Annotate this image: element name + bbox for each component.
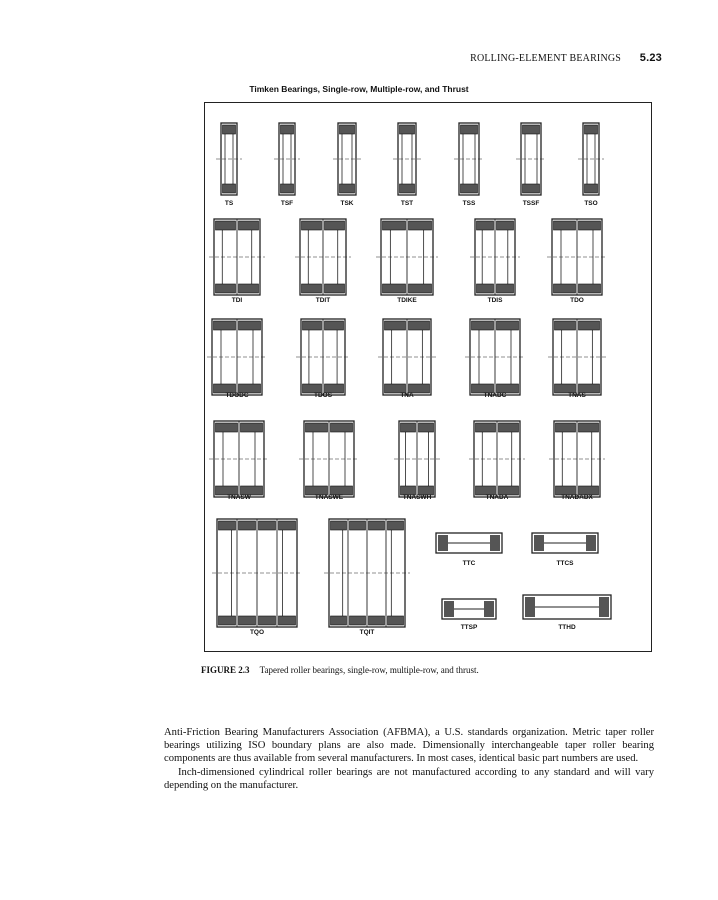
bearing-label: TNADADX (561, 494, 593, 501)
bearing-drawing (209, 421, 269, 497)
bearing-drawing (393, 123, 421, 195)
bearing-drawing (207, 319, 267, 395)
running-head (470, 52, 662, 64)
bearing-label: TNASWE (314, 494, 344, 501)
bearing-drawing (516, 123, 546, 195)
bearing-drawing (299, 421, 359, 497)
bearing-label: TSO (584, 200, 598, 207)
bearing-drawing (295, 219, 351, 295)
bearing-label: TST (400, 200, 414, 207)
bearing-label: TSS (462, 200, 476, 207)
figure-caption (201, 665, 479, 675)
bearing-drawing (454, 123, 484, 195)
figure-frame (204, 102, 652, 652)
bearing-label: TDIS (487, 297, 503, 304)
figure-caption-text: Tapered roller bearings, single-row, multiple-row, and thrust. (259, 665, 479, 675)
bearing-label: TDO (570, 297, 584, 304)
bearing-drawing (548, 319, 606, 395)
bearing-drawing (470, 219, 520, 295)
bearing-drawing (394, 421, 440, 497)
bearing-label: TDODC (225, 392, 249, 399)
thrust-bearing-drawing (532, 533, 598, 553)
bearing-drawing (296, 319, 350, 395)
thrust-bearing-drawing (442, 599, 496, 619)
bearing-drawing (324, 519, 410, 627)
bearing-drawing (376, 219, 438, 295)
body-text (164, 726, 654, 792)
thrust-bearing-drawing (523, 595, 611, 619)
bearing-drawing (547, 219, 607, 295)
bearing-label: TSF (280, 200, 294, 207)
bearing-label: TNASWH (402, 494, 432, 501)
bearing-label: TQO (249, 629, 265, 636)
bearing-label: TDOS (313, 392, 333, 399)
bearing-label: TSK (340, 200, 354, 207)
bearing-drawing (549, 421, 605, 497)
bearing-label: TDIT (315, 297, 331, 304)
bearing-label: TNAS (568, 392, 586, 399)
thrust-bearing-drawing (436, 533, 502, 553)
bearing-drawing (465, 319, 525, 395)
bearing-label: TTSP (460, 624, 478, 631)
figure-title: Timken Bearings, Single-row, Multiple-row, and Thrust (249, 84, 469, 94)
bearing-label: TDIKE (397, 297, 417, 304)
bearing-label: TDI (231, 297, 243, 304)
section-title: ROLLING-ELEMENT BEARINGS (470, 53, 622, 64)
bearing-label: TTHD (558, 624, 576, 631)
bearing-drawing (333, 123, 361, 195)
bearing-label: TSSF (522, 200, 540, 207)
bearing-drawing (274, 123, 300, 195)
figure-label: FIGURE 2.3 (201, 665, 250, 675)
bearing-label: TNADA (485, 494, 509, 501)
bearing-drawing (378, 319, 436, 395)
bearing-drawing (578, 123, 604, 195)
bearing-label: TS (224, 200, 234, 207)
page-number: 5.23 (639, 52, 662, 64)
bearing-drawing (216, 123, 242, 195)
bearing-label: TNA (400, 392, 414, 399)
bearing-drawing (209, 219, 265, 295)
bearing-label: TTC (462, 560, 476, 567)
bearing-drawing (212, 519, 302, 627)
bearing-label: TNADC (483, 392, 507, 399)
bearing-drawing (469, 421, 525, 497)
paragraph: Anti-Friction Bearing Manufacturers Association (AFBMA), a U.S. standards organization. Metric taper roller bearings utilizing ISO boundary plans are also made. Dimensionally interchangeable taper roller bearing components are thus available from several manufacturers. In most cases, identical basic part numbers are used. (164, 727, 654, 765)
bearing-label: TQIT (359, 629, 375, 636)
bearing-drawings (205, 103, 653, 653)
bearing-label: TNASW (227, 494, 251, 501)
bearing-label: TTCS (556, 560, 574, 567)
paragraph: Inch-dimensioned cylindrical roller bearings are not manufactured according to any standard and will vary depending on the manufacturer. (164, 766, 654, 791)
